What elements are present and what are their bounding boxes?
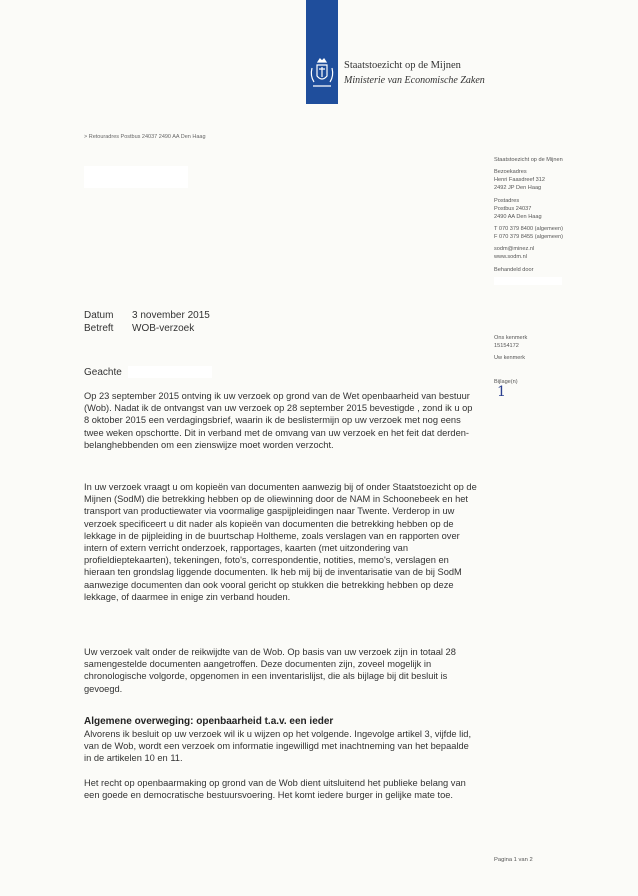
return-address: > Retouradres Postbus 24037 2490 AA Den Haag <box>84 134 206 140</box>
redacted-recipient-name <box>128 366 212 378</box>
royal-crest-icon <box>309 56 335 96</box>
attachments-count: 1 <box>497 384 506 400</box>
sidebar-fax: F 070 379 8455 (algemeen) <box>494 234 564 240</box>
sidebar-post-line2: 2490 AA Den Haag <box>494 214 542 220</box>
sidebar-attachments-label: Bijlage(n) <box>494 379 518 385</box>
date-label: Datum <box>84 310 114 321</box>
subject-value: WOB-verzoek <box>132 323 195 334</box>
sidebar-our-ref: 15154172 <box>494 343 519 349</box>
subject-label: Betreft <box>84 323 114 334</box>
body-paragraph <box>84 646 478 695</box>
sidebar-post-label: Postadres <box>494 198 520 204</box>
paragraph-text: Uw verzoek valt onder de reikwijdte van de Wob. Op basis van uw verzoek zijn in totaal 28 samengestelde documenten aangetroffen. Deze documenten zijn, zoveel mogelijk in chronologische volgorde, opgenomen in een inventarislijst, die als bijlage bij dit besluit is gevoegd. <box>84 647 456 694</box>
body-paragraph <box>84 481 478 603</box>
body-paragraph <box>84 777 478 801</box>
paragraph-text: Het recht op openbaarmaking op grond van de Wob dient uitsluitend het publieke belang van een goede en democratische bestuursvoering. Het komt iedere burger in gelijke mate toe. <box>84 778 466 801</box>
redacted-addressee <box>84 166 188 188</box>
sidebar-phone: T 070 379 8400 (algemeen) <box>494 226 563 232</box>
paragraph-text: In uw verzoek vraagt u om kopieën van documenten aanwezig bij of onder Staatstoezicht op de Mijnen (SodM) die betrekking hebben op de oliewinning door de NAM in Schoonebeek en het transport van productiewater via voormalige gaspijpleidingen naar Twente. Verderop in uw verzoek specificeert u dit nader als kopieën van documenten die betrekking hebben op de lekkage in de pijpleiding in de buurtschap Holtheme, zoals verslagen van en rapporten over intern of extern verricht onderzoek, rapportages, kaarten (met uitzondering van profieldieptekaarten), tekeningen, foto's, correspondentie, notities, memo's, verslagen en hieraan ten grondslag liggende documenten. Ik heb mij bij de inventarisatie van de bij SodM aanwezige documenten dan ook vooral gericht op stukken die betrekking hebben op deze lekkage, of daarmee in enige zin verband houden. <box>84 482 477 602</box>
org-name: Staatstoezicht op de Mijnen <box>344 60 461 71</box>
redacted-handler <box>494 277 562 285</box>
date-value: 3 november 2015 <box>132 310 210 321</box>
sidebar-visit-label: Bezoekadres <box>494 169 527 175</box>
sidebar-post-line1: Postbus 24037 <box>494 206 532 212</box>
sidebar-our-ref-label: Ons kenmerk <box>494 335 528 341</box>
body-paragraph <box>84 390 478 451</box>
sidebar-org: Staatstoezicht op de Mijnen <box>494 157 563 163</box>
sidebar-your-ref-label: Uw kenmerk <box>494 355 526 361</box>
paragraph-text: Op 23 september 2015 ontving ik uw verzoek op grond van de Wet openbaarheid van bestuur (Wob). Nadat ik de ontvangst van uw verzoek op 28 september 2015 bevestigde , zond ik u op 8 oktober 2015 een verdagingsbrief, waarin ik de beslistermijn op uw verzoek met nog eens twee weken opschortte. Dit in verband met de omvang van uw verzoek en het feit dat derden-belanghebbenden om een zienswijze moet worden verzocht. <box>84 391 473 450</box>
sidebar-email: sodm@minez.nl <box>494 246 535 252</box>
page-number: Pagina 1 van 2 <box>494 857 533 863</box>
section-heading: Algemene overweging: openbaarheid t.a.v. een ieder <box>84 716 334 727</box>
sidebar-visit-line2: 2492 JP Den Haag <box>494 185 542 191</box>
sidebar-handled-by-label: Behandeld door <box>494 267 534 273</box>
paragraph-text: Alvorens ik besluit op uw verzoek wil ik u wijzen op het volgende. Ingevolge artikel 3, vijfde lid, van de Wob, wordt een verzoek om informatie ingewilligd met inachtneming van het bepaalde in de artikelen 10 en 11. <box>84 729 472 764</box>
body-paragraph <box>84 728 478 765</box>
sidebar-visit-line1: Henri Faasdreef 312 <box>494 177 545 183</box>
salutation: Geachte <box>84 367 122 378</box>
ministry-name: Ministerie van Economische Zaken <box>344 75 485 86</box>
sidebar-website: www.sodm.nl <box>494 254 527 260</box>
